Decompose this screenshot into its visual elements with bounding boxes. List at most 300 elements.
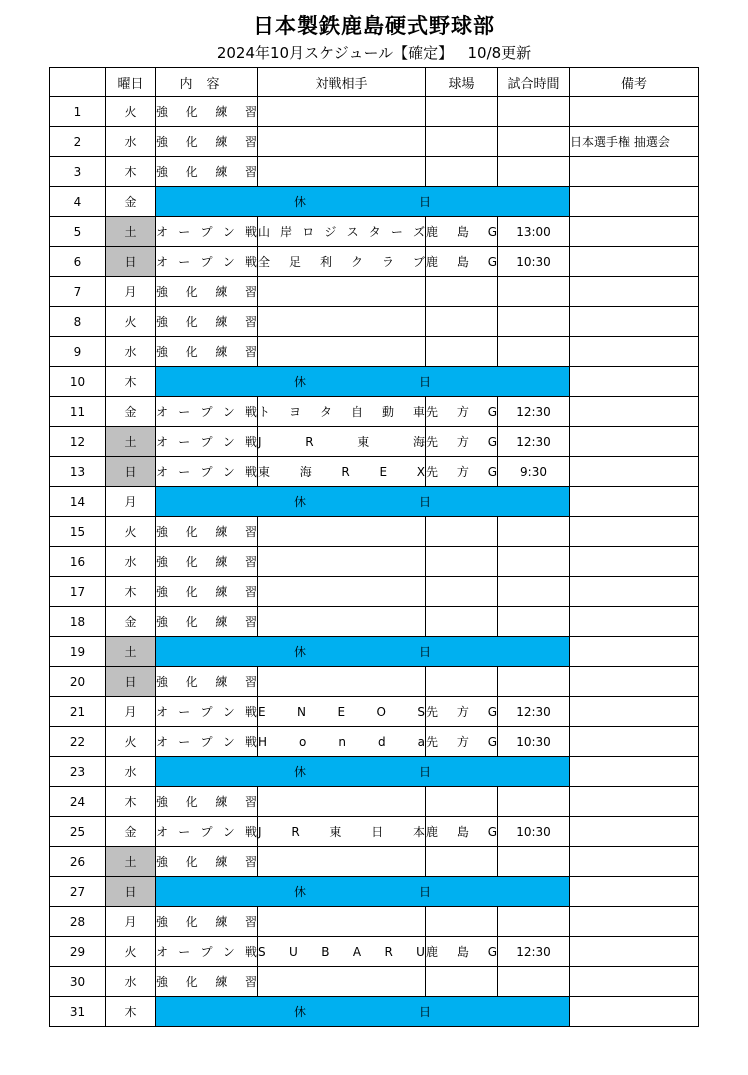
time-cell <box>498 97 570 127</box>
char: 練 <box>215 855 228 869</box>
char: ン <box>222 705 235 719</box>
opponent-text <box>258 823 425 840</box>
weekday-cell: 月 <box>106 907 156 937</box>
day-number: 20 <box>50 667 106 697</box>
weekday-cell: 火 <box>106 307 156 337</box>
notes-cell <box>570 487 699 517</box>
content-cell <box>156 397 258 427</box>
time-cell: 9:30 <box>498 457 570 487</box>
char: 化 <box>185 315 198 329</box>
venue-text <box>426 823 497 840</box>
day-number: 19 <box>50 637 106 667</box>
char: 習 <box>244 135 257 149</box>
char: ー <box>178 465 191 479</box>
char: 習 <box>244 285 257 299</box>
char: ー <box>390 225 403 239</box>
venue-text <box>426 433 497 450</box>
day-number: 12 <box>50 427 106 457</box>
weekday-cell: 木 <box>106 997 156 1027</box>
schedule-row <box>50 277 699 307</box>
opponent-cell <box>258 397 426 427</box>
char: 戦 <box>244 435 257 449</box>
holiday-label-part: 日 <box>418 375 431 389</box>
day-number: 2 <box>50 127 106 157</box>
char: ー <box>178 945 191 959</box>
char: 強 <box>156 285 169 299</box>
opponent-text <box>258 433 425 450</box>
content-cell <box>156 907 258 937</box>
opponent-text <box>258 253 425 270</box>
day-number: 31 <box>50 997 106 1027</box>
schedule-row <box>50 217 699 247</box>
opponent-cell <box>258 847 426 877</box>
schedule-row <box>50 697 699 727</box>
char: 山 <box>258 225 271 239</box>
content-text <box>156 823 257 840</box>
char: E <box>258 704 266 719</box>
char: 岸 <box>280 225 293 239</box>
char: G <box>487 464 497 479</box>
venue-cell <box>426 727 498 757</box>
char: プ <box>200 225 213 239</box>
char: 強 <box>156 315 169 329</box>
content-cell <box>156 157 258 187</box>
notes-cell <box>570 787 699 817</box>
char: ン <box>222 405 235 419</box>
char: ジ <box>324 225 337 239</box>
char: 東 <box>357 435 370 449</box>
char: 利 <box>319 255 332 269</box>
opponent-cell <box>258 727 426 757</box>
char: プ <box>200 945 213 959</box>
holiday-cell <box>156 637 570 667</box>
char: R <box>384 944 393 959</box>
char: 習 <box>244 525 257 539</box>
char: 習 <box>244 585 257 599</box>
notes-cell <box>570 877 699 907</box>
char: プ <box>200 465 213 479</box>
char: R <box>341 464 350 479</box>
holiday-label-part: 日 <box>418 495 431 509</box>
char: プ <box>200 735 213 749</box>
char: 練 <box>215 165 228 179</box>
holiday-label <box>294 643 431 660</box>
char: 戦 <box>244 225 257 239</box>
content-text <box>156 973 257 990</box>
char: ー <box>178 435 191 449</box>
char: 先 <box>426 405 439 419</box>
weekday-cell: 金 <box>106 187 156 217</box>
char: 海 <box>299 465 312 479</box>
char: G <box>487 404 497 419</box>
venue-cell <box>426 157 498 187</box>
day-number: 3 <box>50 157 106 187</box>
notes-cell <box>570 187 699 217</box>
char: G <box>487 704 497 719</box>
holiday-label-part: 日 <box>418 765 431 779</box>
weekday-cell: 水 <box>106 337 156 367</box>
venue-cell <box>426 607 498 637</box>
notes-cell <box>570 457 699 487</box>
char: 方 <box>456 735 469 749</box>
char: J <box>258 434 262 449</box>
schedule-row <box>50 877 699 907</box>
opponent-text <box>258 735 425 749</box>
venue-text <box>426 703 497 720</box>
header-weekday: 曜日 <box>106 68 156 97</box>
holiday-cell <box>156 487 570 517</box>
day-number: 29 <box>50 937 106 967</box>
time-cell: 13:00 <box>498 217 570 247</box>
char: ン <box>222 435 235 449</box>
holiday-cell <box>156 367 570 397</box>
weekday-cell: 日 <box>106 667 156 697</box>
content-cell <box>156 817 258 847</box>
char: オ <box>156 255 169 269</box>
content-cell <box>156 937 258 967</box>
venue-cell <box>426 127 498 157</box>
weekday-cell: 日 <box>106 457 156 487</box>
char: オ <box>156 225 169 239</box>
notes-cell <box>570 517 699 547</box>
opponent-text <box>258 223 425 240</box>
content-text <box>156 163 257 180</box>
venue-text <box>426 733 497 750</box>
venue-cell <box>426 697 498 727</box>
weekday-cell: 日 <box>106 247 156 277</box>
schedule-row <box>50 247 699 277</box>
holiday-label <box>294 1003 431 1020</box>
schedule-row <box>50 397 699 427</box>
schedule-row <box>50 487 699 517</box>
opponent-cell <box>258 907 426 937</box>
char: 練 <box>215 975 228 989</box>
weekday-cell: 木 <box>106 367 156 397</box>
time-cell <box>498 277 570 307</box>
char: 鹿 <box>426 825 439 839</box>
holiday-cell <box>156 877 570 907</box>
opponent-cell <box>258 937 426 967</box>
day-number: 23 <box>50 757 106 787</box>
schedule-row <box>50 427 699 457</box>
venue-cell <box>426 217 498 247</box>
notes-cell <box>570 817 699 847</box>
char: 化 <box>185 555 198 569</box>
char: G <box>487 254 497 269</box>
content-cell <box>156 667 258 697</box>
weekday-cell: 土 <box>106 847 156 877</box>
char: 練 <box>215 555 228 569</box>
content-text <box>156 103 257 120</box>
time-cell: 12:30 <box>498 397 570 427</box>
notes-cell <box>570 577 699 607</box>
schedule-subtitle: 2024年10月スケジュール【確定】 10/8更新 <box>216 44 532 62</box>
char: 強 <box>156 675 169 689</box>
content-cell <box>156 607 258 637</box>
content-cell <box>156 697 258 727</box>
weekday-cell: 月 <box>106 277 156 307</box>
char: プ <box>200 825 213 839</box>
venue-cell <box>426 307 498 337</box>
time-cell <box>498 577 570 607</box>
char: 強 <box>156 555 169 569</box>
content-text <box>156 793 257 810</box>
schedule-row <box>50 907 699 937</box>
char: R <box>291 824 300 839</box>
opponent-text <box>258 705 425 719</box>
day-number: 27 <box>50 877 106 907</box>
day-number: 21 <box>50 697 106 727</box>
opponent-cell <box>258 607 426 637</box>
notes-cell <box>570 307 699 337</box>
venue-cell <box>426 937 498 967</box>
content-cell <box>156 547 258 577</box>
char: 習 <box>244 915 257 929</box>
venue-cell <box>426 97 498 127</box>
notes-cell <box>570 907 699 937</box>
notes-cell <box>570 157 699 187</box>
char: 自 <box>350 405 363 419</box>
char: 島 <box>456 945 469 959</box>
page-title: 日本製鉄鹿島硬式野球部 <box>253 14 495 38</box>
weekday-cell: 水 <box>106 547 156 577</box>
opponent-cell <box>258 157 426 187</box>
venue-cell <box>426 817 498 847</box>
char: 東 <box>258 465 271 479</box>
opponent-cell <box>258 217 426 247</box>
content-text <box>156 853 257 870</box>
char: 戦 <box>244 945 257 959</box>
char: 化 <box>185 915 198 929</box>
char: 練 <box>215 615 228 629</box>
venue-cell <box>426 457 498 487</box>
schedule-row <box>50 577 699 607</box>
char: 習 <box>244 975 257 989</box>
char: 方 <box>456 405 469 419</box>
char: E <box>337 704 346 719</box>
schedule-row <box>50 97 699 127</box>
holiday-label <box>294 763 431 780</box>
char: ズ <box>412 225 425 239</box>
day-number: 4 <box>50 187 106 217</box>
day-number: 16 <box>50 547 106 577</box>
notes-cell <box>570 397 699 427</box>
time-cell: 12:30 <box>498 937 570 967</box>
content-text <box>156 133 257 150</box>
day-number: 9 <box>50 337 106 367</box>
content-cell <box>156 277 258 307</box>
day-number: 10 <box>50 367 106 397</box>
char: 戦 <box>244 255 257 269</box>
holiday-label-part: 日 <box>418 645 431 659</box>
venue-cell <box>426 277 498 307</box>
char: 戦 <box>244 705 257 719</box>
opponent-cell <box>258 817 426 847</box>
time-cell: 10:30 <box>498 727 570 757</box>
char: プ <box>200 705 213 719</box>
holiday-label-part: 休 <box>294 885 307 899</box>
weekday-cell: 金 <box>106 397 156 427</box>
time-cell: 10:30 <box>498 817 570 847</box>
char: ロ <box>302 225 315 239</box>
notes-cell <box>570 217 699 247</box>
schedule-row <box>50 607 699 637</box>
schedule-row <box>50 847 699 877</box>
header-content: 内容 <box>156 68 258 97</box>
notes-cell <box>570 277 699 307</box>
time-cell <box>498 127 570 157</box>
char: d <box>377 734 386 749</box>
opponent-cell <box>258 457 426 487</box>
char: オ <box>156 465 169 479</box>
day-number: 14 <box>50 487 106 517</box>
venue-cell <box>426 667 498 697</box>
char: U <box>416 944 425 959</box>
char: 化 <box>185 585 198 599</box>
opponent-cell <box>258 967 426 997</box>
weekday-cell: 水 <box>106 757 156 787</box>
schedule-row <box>50 817 699 847</box>
content-text <box>156 223 257 240</box>
char: 化 <box>185 345 198 359</box>
content-text <box>156 613 257 630</box>
char: ブ <box>412 255 425 269</box>
content-text <box>156 403 257 420</box>
day-number: 17 <box>50 577 106 607</box>
content-cell <box>156 967 258 997</box>
char: ー <box>178 735 191 749</box>
day-number: 18 <box>50 607 106 637</box>
char: 習 <box>244 795 257 809</box>
char: 化 <box>185 615 198 629</box>
content-cell <box>156 127 258 157</box>
day-number: 26 <box>50 847 106 877</box>
notes-cell <box>570 727 699 757</box>
char: 練 <box>215 525 228 539</box>
schedule-row <box>50 727 699 757</box>
char: ー <box>178 705 191 719</box>
char: 方 <box>456 435 469 449</box>
char: 鹿 <box>426 945 439 959</box>
char: ー <box>178 405 191 419</box>
weekday-cell: 月 <box>106 487 156 517</box>
schedule-body <box>50 97 699 1027</box>
time-cell: 10:30 <box>498 247 570 277</box>
day-number: 11 <box>50 397 106 427</box>
time-cell <box>498 547 570 577</box>
char: 先 <box>426 435 439 449</box>
content-text <box>156 463 257 480</box>
char: G <box>487 734 497 749</box>
char: 強 <box>156 135 169 149</box>
holiday-label-part: 休 <box>294 375 307 389</box>
char: 島 <box>456 225 469 239</box>
header-row <box>50 68 699 97</box>
notes-cell <box>570 667 699 697</box>
content-text <box>156 943 257 960</box>
char: S <box>417 704 425 719</box>
notes-cell: 日本選手権 抽選会 <box>570 127 699 157</box>
holiday-label-part: 日 <box>418 1005 431 1019</box>
char: 島 <box>456 825 469 839</box>
char: A <box>352 944 362 959</box>
char: 強 <box>156 615 169 629</box>
char: 練 <box>215 135 228 149</box>
notes-cell <box>570 847 699 877</box>
venue-cell <box>426 907 498 937</box>
char: 動 <box>381 405 394 419</box>
day-number: 30 <box>50 967 106 997</box>
char: 東 <box>329 825 342 839</box>
header-time: 試合時間 <box>498 68 570 97</box>
schedule-row <box>50 157 699 187</box>
time-cell <box>498 307 570 337</box>
content-cell <box>156 247 258 277</box>
venue-cell <box>426 427 498 457</box>
venue-cell <box>426 337 498 367</box>
content-text <box>156 283 257 300</box>
content-text <box>156 553 257 570</box>
char: オ <box>156 705 169 719</box>
header-notes: 備考 <box>570 68 699 97</box>
opponent-text <box>258 403 425 420</box>
char: ヨ <box>288 405 301 419</box>
char: オ <box>156 825 169 839</box>
content-cell <box>156 427 258 457</box>
content-text <box>156 673 257 690</box>
schedule-row <box>50 187 699 217</box>
weekday-cell: 火 <box>106 517 156 547</box>
opponent-cell <box>258 517 426 547</box>
char: 鹿 <box>426 255 439 269</box>
day-number: 6 <box>50 247 106 277</box>
content-text <box>156 733 257 750</box>
day-number: 28 <box>50 907 106 937</box>
venue-text <box>426 253 497 270</box>
weekday-cell: 火 <box>106 937 156 967</box>
char: 強 <box>156 975 169 989</box>
schedule-row <box>50 547 699 577</box>
char: 強 <box>156 585 169 599</box>
time-cell <box>498 667 570 697</box>
schedule-row <box>50 337 699 367</box>
char: a <box>417 734 425 749</box>
char: 化 <box>185 975 198 989</box>
weekday-cell: 木 <box>106 577 156 607</box>
content-text <box>156 703 257 720</box>
holiday-label-part: 日 <box>418 885 431 899</box>
content-text <box>156 913 257 930</box>
opponent-cell <box>258 427 426 457</box>
time-cell <box>498 967 570 997</box>
weekday-cell: 金 <box>106 817 156 847</box>
notes-cell <box>570 427 699 457</box>
holiday-label-part: 日 <box>418 195 431 209</box>
holiday-label-part: 休 <box>294 195 307 209</box>
char: S <box>258 944 266 959</box>
char: ラ <box>381 255 394 269</box>
char: 習 <box>244 345 257 359</box>
day-number: 8 <box>50 307 106 337</box>
char: 先 <box>426 465 439 479</box>
char: G <box>487 824 497 839</box>
venue-cell <box>426 967 498 997</box>
content-text <box>156 523 257 540</box>
content-text <box>156 313 257 330</box>
char: 戦 <box>244 735 257 749</box>
time-cell <box>498 337 570 367</box>
holiday-cell <box>156 187 570 217</box>
